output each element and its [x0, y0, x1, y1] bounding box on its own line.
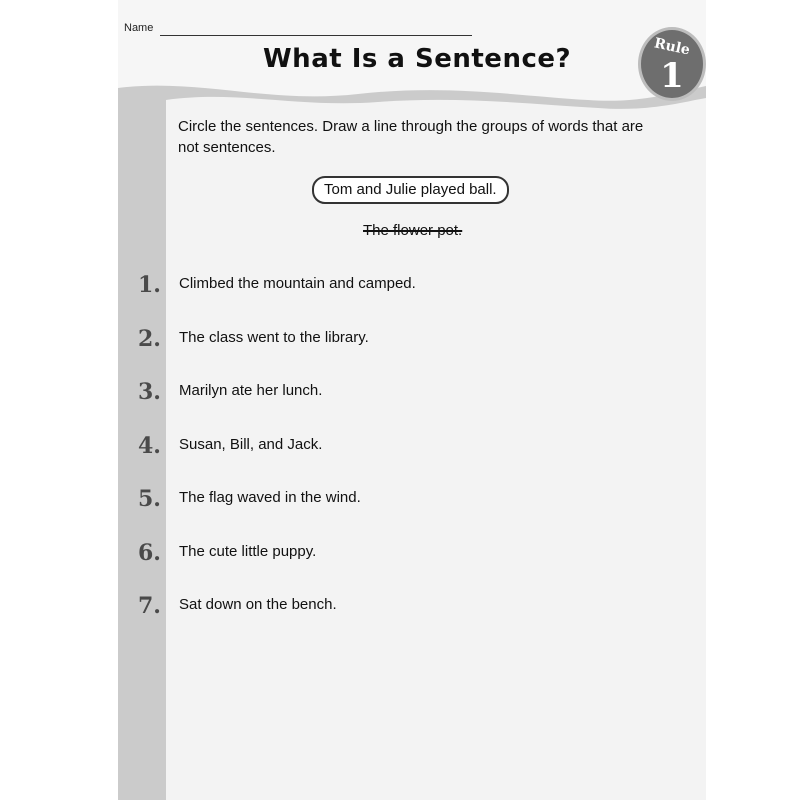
example-struck-phrase: The flower pot.: [363, 222, 463, 239]
item-number: 3.: [138, 379, 161, 405]
name-label: Name: [124, 22, 154, 34]
page-title: What Is a Sentence?: [263, 44, 572, 74]
rule-label: Rule: [652, 35, 692, 59]
name-write-line[interactable]: [160, 35, 472, 36]
item-number: 4.: [138, 433, 161, 459]
item-text: The cute little puppy.: [179, 543, 317, 560]
item-text: The class went to the library.: [179, 329, 369, 346]
rule-number: 1: [660, 56, 684, 96]
item-text: Marilyn ate her lunch.: [179, 382, 323, 399]
item-text: Susan, Bill, and Jack.: [179, 436, 323, 453]
item-text: Sat down on the bench.: [179, 596, 337, 613]
item-number: 5.: [138, 486, 161, 512]
header-wave-divider: [118, 78, 706, 118]
item-text: The flag waved in the wind.: [179, 489, 361, 506]
item-number: 2.: [138, 326, 161, 352]
item-number: 1.: [138, 272, 161, 298]
item-text: Climbed the mountain and camped.: [179, 275, 416, 292]
rule-badge: [638, 27, 706, 101]
item-number: 6.: [138, 540, 161, 566]
instructions-text: Circle the sentences. Draw a line through the groups of words that are not sentences.: [178, 118, 644, 156]
example-circled-sentence: Tom and Julie played ball.: [312, 176, 509, 204]
item-number: 7.: [138, 593, 161, 619]
